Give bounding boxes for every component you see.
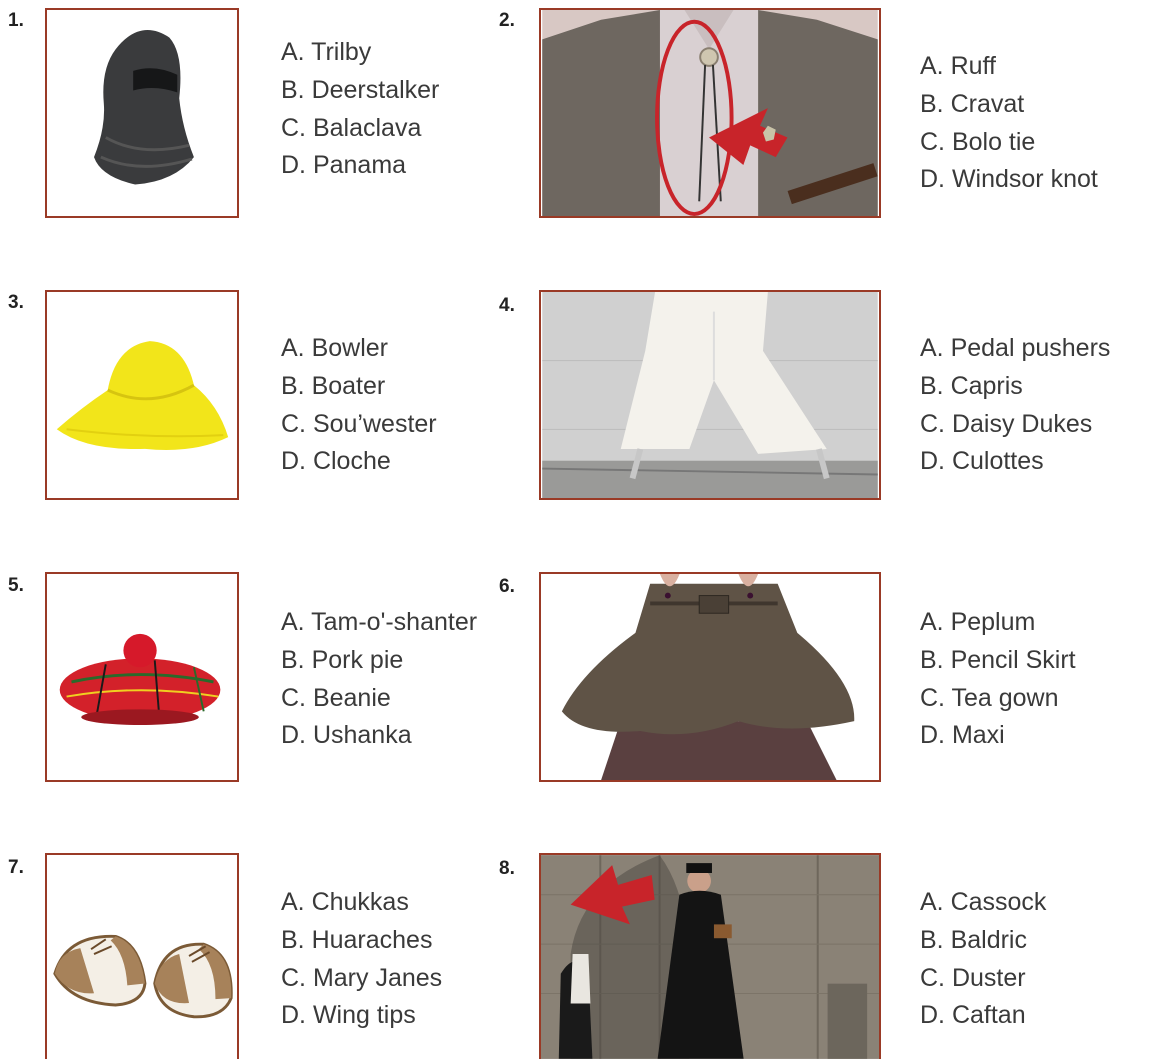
question-number-4: 4. <box>499 295 515 316</box>
wingtip-shoes-illustration <box>47 855 237 1059</box>
option-b[interactable]: B. Baldric <box>920 925 1027 954</box>
question-options-2 <box>920 48 1098 199</box>
balaclava-illustration <box>47 10 237 216</box>
option-a[interactable]: A. Bowler <box>281 334 388 362</box>
question-image-7-wingtips <box>45 853 239 1059</box>
question-number-8: 8. <box>499 858 515 879</box>
option-c[interactable]: C. Daisy Dukes <box>920 409 1093 438</box>
option-d[interactable]: D. Ushanka <box>281 721 412 750</box>
question-image-4-culottes <box>539 290 881 500</box>
question-options-6 <box>920 604 1076 755</box>
question-image-6-peplum <box>539 572 881 782</box>
option-d[interactable]: D. Wing tips <box>281 1001 416 1030</box>
option-d[interactable]: D. Cloche <box>281 447 391 476</box>
option-b[interactable]: B. Huaraches <box>281 925 433 954</box>
question-image-8-cassock <box>539 853 881 1059</box>
tartan-tam-illustration <box>47 574 237 780</box>
question-options-7 <box>281 884 442 1035</box>
option-b[interactable]: B. Deerstalker <box>281 75 440 104</box>
option-c[interactable]: C. Tea gown <box>920 683 1059 712</box>
question-image-5-tam <box>45 572 239 782</box>
option-b[interactable]: B. Capris <box>920 371 1023 400</box>
option-d[interactable]: D. Maxi <box>920 721 1005 750</box>
option-c[interactable]: C. Bolo tie <box>920 127 1036 156</box>
option-a[interactable]: A. Peplum <box>920 608 1036 636</box>
souwester-hat-illustration <box>47 292 237 498</box>
question-image-2-bolo-tie <box>539 8 881 218</box>
option-c[interactable]: C. Sou’wester <box>281 409 437 438</box>
question-number-3: 3. <box>8 292 24 313</box>
option-a[interactable]: A. Pedal pushers <box>920 334 1111 362</box>
question-number-7: 7. <box>8 857 24 878</box>
option-b[interactable]: B. Pencil Skirt <box>920 645 1076 674</box>
option-c[interactable]: C. Balaclava <box>281 113 422 142</box>
option-d[interactable]: D. Caftan <box>920 1001 1026 1030</box>
option-b[interactable]: B. Cravat <box>920 89 1025 118</box>
peplum-skirt-illustration <box>541 574 879 780</box>
option-d[interactable]: D. Panama <box>281 151 407 180</box>
culottes-illustration <box>541 292 879 498</box>
bolo-tie-illustration <box>541 10 879 216</box>
option-b[interactable]: B. Pork pie <box>281 645 404 674</box>
option-a[interactable]: A. Cassock <box>920 888 1047 916</box>
option-a[interactable]: A. Chukkas <box>281 888 409 916</box>
question-number-1: 1. <box>8 10 24 31</box>
option-d[interactable]: D. Culottes <box>920 447 1044 476</box>
option-a[interactable]: A. Tam-o'-shanter <box>281 608 478 636</box>
question-number-6: 6. <box>499 576 515 597</box>
cassock-illustration <box>541 855 879 1059</box>
option-b[interactable]: B. Boater <box>281 371 386 400</box>
option-d[interactable]: D. Windsor knot <box>920 165 1098 194</box>
option-c[interactable]: C. Duster <box>920 963 1026 992</box>
question-number-2: 2. <box>499 10 515 31</box>
question-image-1-balaclava <box>45 8 239 218</box>
option-a[interactable]: A. Trilby <box>281 38 372 66</box>
question-options-5 <box>281 604 477 755</box>
option-a[interactable]: A. Ruff <box>920 52 996 80</box>
option-c[interactable]: C. Mary Janes <box>281 963 443 992</box>
question-number-5: 5. <box>8 575 24 596</box>
question-options-1 <box>281 34 439 185</box>
question-options-4 <box>920 330 1110 481</box>
question-options-3 <box>281 330 437 481</box>
option-c[interactable]: C. Beanie <box>281 683 391 712</box>
question-image-3-souwester <box>45 290 239 500</box>
question-options-8 <box>920 884 1046 1035</box>
